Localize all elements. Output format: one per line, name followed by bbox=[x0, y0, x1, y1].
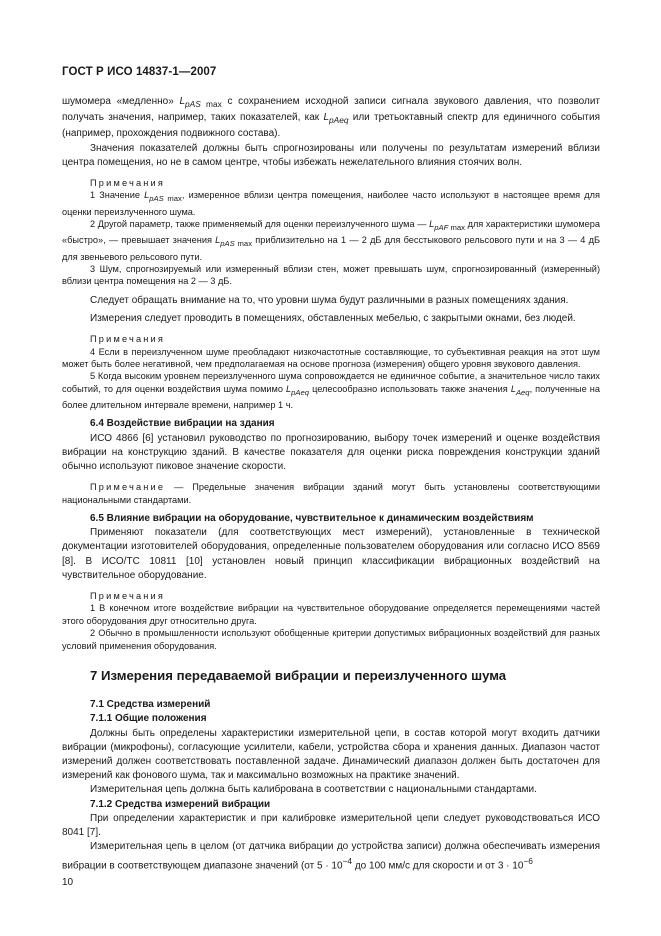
standard-header: ГОСТ Р ИСО 14837-1—2007 bbox=[62, 66, 217, 78]
note-text: — Предельные значения вибрации зданий могут быть установлены соответствующими национальными стандартами. bbox=[62, 482, 600, 505]
paragraph: Должны быть определены характеристики измерительной цепи, в состав которой могут входить датчики вибрации (микрофоны), согласующие усилители, кабели, устройства сбора и хранения данных. Диапазон частот измерений должен соответствовать поставленной задаче. Динамический диапазон должен быть достаточен для измерений как фонового шума, так и максимально возможных на практике значений. bbox=[62, 727, 600, 782]
paragraph: Значения показателей должны быть спрогнозированы или получены по результатам измерений вблизи центра помещения, но не в самом центре, чтобы избежать нежелательного влияния стоячих волн. bbox=[62, 142, 600, 168]
page-number: 10 bbox=[62, 877, 74, 888]
note-item: 5 Когда высоким уровнем переизлученного шума сопровождается не единичное событие, а значительное число таких событий, то для оценки воздействия шума помимо $L_{pAeq}$ целесообразно использовать также значения $L_{Aeq}$, полученные на более длительном интервале времени, например 1 ч. bbox=[62, 371, 600, 411]
notes-block bbox=[62, 177, 600, 288]
notes-block bbox=[62, 333, 600, 411]
note-item: 1 Значение $L_{pAS max}$, измеренное вблизи центра помещения, наиболее часто используют в настоящее время для оценки переизлученного шума. bbox=[62, 190, 600, 217]
paragraph: Измерительная цепь в целом (от датчика вибрации до устройства записи) должна обеспечивать измерения вибрации в соответствующем диапазоне значений (от $5 \cdot 10^{-4}$ до 100 мм/с для скорости и от $3 \cdot 10^{-6}$ bbox=[62, 841, 600, 872]
note-item: 2 Другой параметр, также применяемый для оценки переизлученного шума — $L_{pAF max}$ для характеристики шумомера «быстро», — превышает значения $L_{pAS max}$ приблизительно на 1 — 2 дБ для бесстыкового рельсового пути и на 3 — 4 дБ для звеньевого рельсового пути. bbox=[62, 219, 601, 262]
section-heading: 6.5 Влияние вибрации на оборудование, чувствительное к динамическим воздействиям bbox=[90, 513, 534, 525]
section-heading: 7.1.1 Общие положения bbox=[90, 713, 207, 725]
note-item: 3 Шум, спрогнозируемый или измеренный вблизи стен, может превышать шум, спрогнозированный (измеренный) вблизи центра помещения на 2 — 3 дБ. bbox=[62, 263, 600, 287]
paragraph: Применяют показатели (для соответствующих мест измерений), установленные в технической документации изготовителей оборудования, определенные пользователем оборудования или согласно ИСО 8569 [8]. В ИСО/ТС 10811 [10] установлен новый принцип классификации вибрационных воздействий на чувствительное оборудование. bbox=[62, 527, 600, 581]
paragraph: шумомера «медленно» $L_{pAS max}$ с сохранением исходной записи сигнала звукового давления, что позволит получать значения, например, таких показателей, как $L_{pAeq}$ или третьоктавный спектр для единичного события (например, прохождения подвижного состава). bbox=[62, 96, 600, 140]
section-heading: 7.1 Средства измерений bbox=[90, 699, 211, 711]
paragraph: Измерения следует проводить в помещениях, обставленных мебелью, с закрытыми окнами, без людей. bbox=[90, 312, 576, 324]
section-heading: 6.4 Воздействие вибрации на здания bbox=[90, 418, 275, 430]
section-heading: 7 Измерения передаваемой вибрации и переизлученного шума bbox=[90, 668, 507, 684]
notes-title: Примечания bbox=[90, 591, 166, 602]
inline-note bbox=[62, 481, 600, 506]
paragraph: Следует обращать внимание на то, что уровни шума будут различными в разных помещениях здания. bbox=[90, 294, 569, 306]
paragraph: Измерительная цепь должна быть калибрована в соответствии с национальными стандартами. bbox=[90, 784, 537, 796]
note-item: 1 В конечном итоге воздействие вибрации на чувствительное оборудование определяется перемещениями частей этого оборудования друг относительно друга. bbox=[62, 603, 600, 626]
notes-title: Примечания bbox=[90, 178, 166, 189]
notes-title: Примечания bbox=[90, 334, 166, 345]
note-item: 4 Если в переизлученном шуме преобладают низкочастотные составляющие, то субъективная реакция на этот шум может быть более негативной, чем предполагаемая на основе прогноза (измерения) общего уровня звукового давления. bbox=[62, 346, 600, 369]
document-body bbox=[62, 95, 600, 874]
paragraph: При определении характеристик и при калибровке измерительной цепи следует руководствоваться ИСО 8041 [7]. bbox=[62, 812, 600, 838]
note-item: 2 Обычно в промышленности используют обобщенные критерии допустимых вибрационных воздействий для разных условий применения оборудования. bbox=[62, 628, 600, 651]
section-heading: 7.1.2 Средства измерений вибрации bbox=[90, 798, 271, 810]
notes-block bbox=[62, 590, 600, 652]
paragraph: ИСО 4866 [6] установил руководство по прогнозированию, выбору точек измерений и оценке воздействия вибрации на конструкцию зданий. В качестве показателя для оценки риска повреждения конструкции зданий обычно используют пиковое значение скорости. bbox=[62, 432, 600, 473]
note-label: Примечание bbox=[90, 482, 166, 493]
